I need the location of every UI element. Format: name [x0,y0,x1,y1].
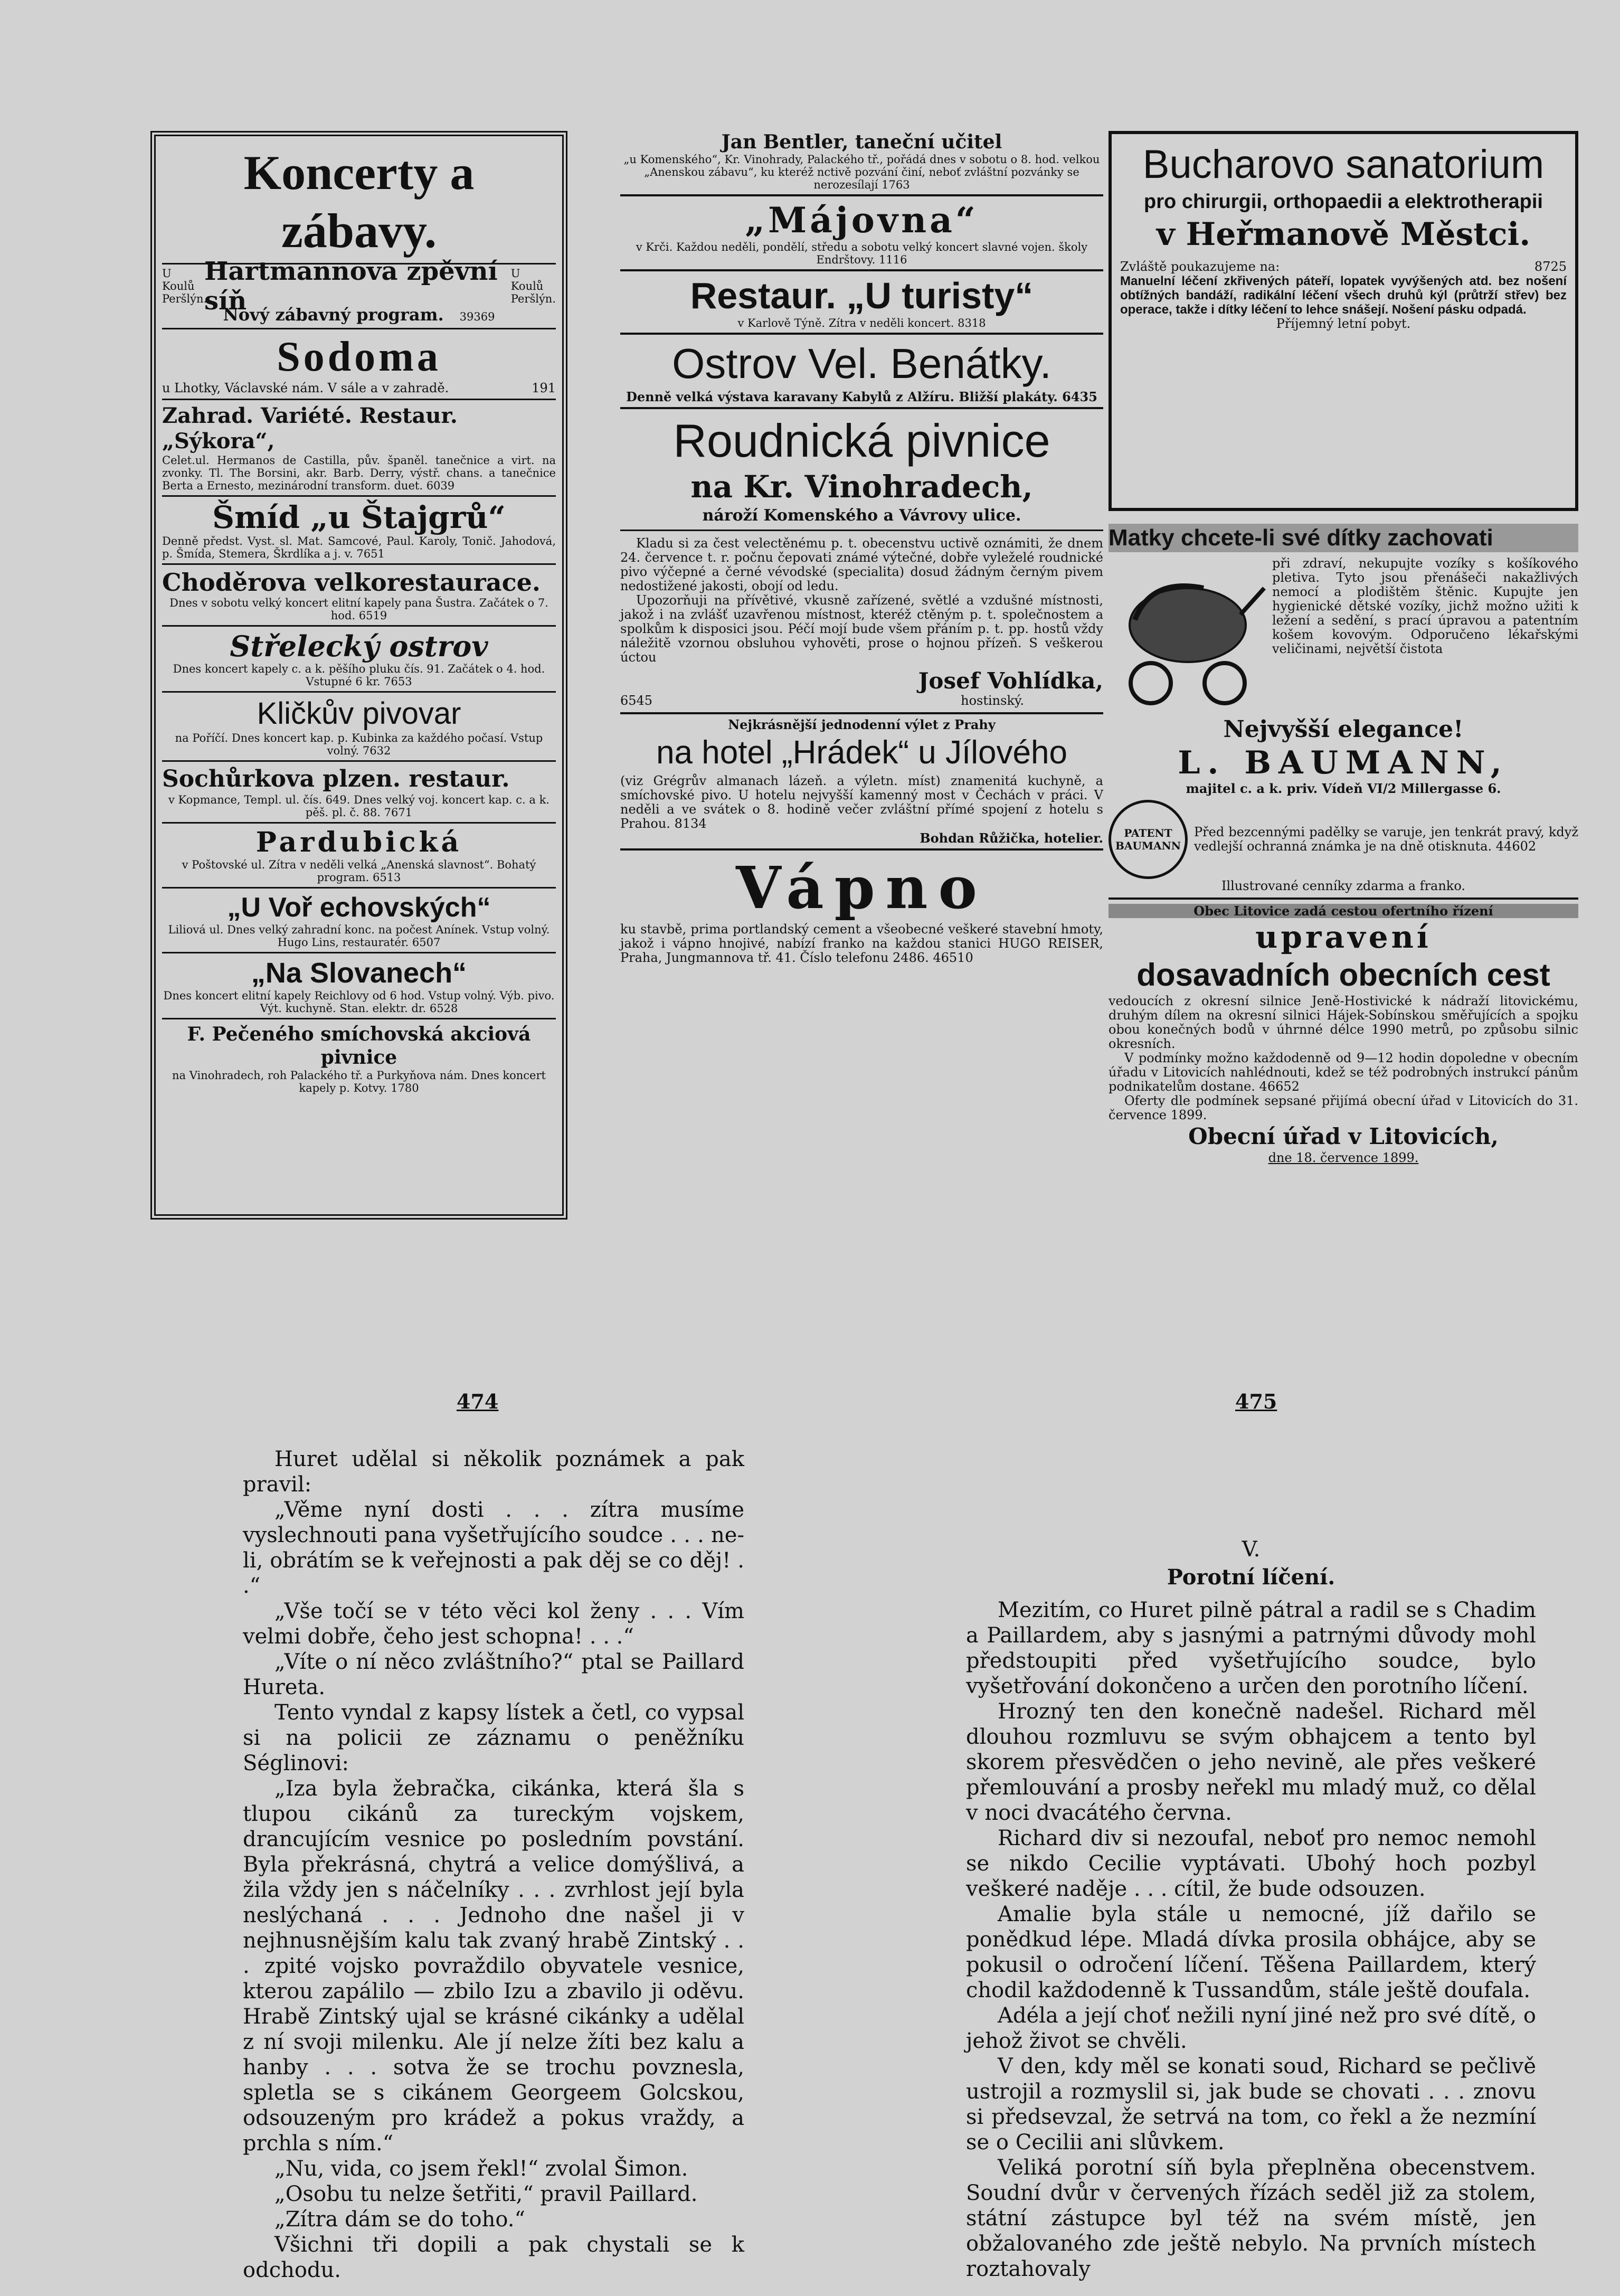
baumann-cenniky: Illustrované cenníky zdarma a franko. [1221,878,1466,893]
chapter-number: V. [1242,1537,1261,1562]
buchar-line1: Zvláště poukazujeme na: [1120,259,1280,274]
bentler-text: „u Komenského“, Kr. Vinohrady, Palackého tř., pořádá dnes v sobotu o 8. hod. velkou „Anenskou zábavu“, ku kteréž nctivě pozvání činí, neboť zvláštní pozvánky se nerozesílají [623,153,1100,191]
story-paragraph: Hrozný ten den konečně nadešel. Richard měl dlouhou rozmluvu se svým obhajcem a tento byl skorem přesvědčen o jeho nevině, ale přes veškeré přemlouvání a prosby neřekl mu mladý muž, co dělal v noci dvacátého června. [966,1699,1536,1825]
story-paragraph: Adéla a její choť nežili nyní jiné než pro své dítě, o jehož život se chvěli. [966,2004,1536,2053]
hradek-code: 8134 [674,816,707,831]
hartmann-name: Hartmannova zpěvní síň [204,257,498,316]
litovice-ad [1109,900,1578,1169]
choder-code: 6519 [358,609,387,622]
roudnicka-sign: Josef Vohlídka, [918,668,1103,694]
buchar-ad [1109,131,1578,511]
middle-ad-column [620,131,1103,1229]
benatky-ad [620,335,1103,409]
left-story-column [243,1447,744,2282]
sochurek-name: Sochůrkova plzen. restaur. [162,766,510,792]
pecene-name: F. Pečeného smíchovská akciová pivnice [187,1023,531,1069]
strelecky-name: Střelecký ostrov [230,629,488,663]
story-paragraph: Richard div si nezoufal, neboť pro nemoc nemohl se nikdo Cecilie vyptávati. Ubohý hoch pozbyl veškeré naděje . . . cítil, že bude odsouzen. [966,1826,1536,1901]
litovice-date: dne 18. července 1899. [1268,1150,1419,1165]
vapno-code: 46510 [933,950,973,965]
majovna-text: v Krči. Každou neděli, pondělí, středu a sobotu velký koncert slavné vojen. školy Endrštovy. [636,241,1088,266]
pardubicka-text: v Poštovské ul. Zítra v neděli velká „Anenská slavnost“. Bohatý program. [182,858,536,884]
hradek-ad [620,714,1103,851]
vapno-text: ku stavbě, prima portlandský cement a všeobecné veškeré stavební hmoty, jakož i vápno hnojivé, nabízí franko na každou stanici HUGO REISER, Praha, Jungmannova tř. 41. Číslo telefonu 2486. [620,922,1103,965]
concerts-ad-column [150,131,567,1220]
choder-ad [162,568,556,622]
vorechovsky-ad [162,892,556,949]
litovice-text: vedoucích z okresní silnice Jeně-Hostivické k nádraží litovickému, druhým dílem na okresní silnici Hájek-Sobínskou směřujících a spojku obou konečných bodů v úhrnné délce 1990 metrů, po způsobu silnic okresních. [1109,994,1578,1051]
benatky-text: Denně velká výstava karavany Kabylů z Alžíru. Bližší plakáty. [626,389,1058,404]
concerts-header: Koncerty a zábavy. [243,146,475,258]
smid-code: 7651 [356,547,385,560]
chapter-title: Porotní líčení. [1167,1565,1335,1590]
strelecky-text: Dnes koncert kapely c. a k. pěšího pluku čís. 91. Začátek o 4. hod. Vstupné 6 kr. [173,663,545,688]
pecene-text: na Vinohradech, roh Palackého tř. a Purkyňova nám. Dnes koncert kapely p. Kotvy. [172,1069,546,1094]
sochurek-ad [162,765,556,819]
slovanech-name: „Na Slovanech“ [251,957,467,989]
baumann-ad [1109,519,1578,900]
hradek-text: (viz Grégrův almanach lázeň. a výletn. míst) znamenitá kuchyně, a smíchovské pivo. U hotelu nejvyšší kamenný most v Čechách v práci. V neděli a ve svátek o 8. hodině večer zvláštní přímé spojení z hotelu s Prahou. [620,773,1103,831]
klicka-text: na Poříčí. Dnes koncert kap. p. Kubinka za každého počasí. Vstup volný. [175,732,543,757]
smid-text: Denně předst. Vyst. sl. Mat. Samcové, Paul. Karoly, Tonič. Jahodová, p. Šmída, Stemera, Škrdlíka a j. v. [162,535,556,560]
sodoma-text: u Lhotky, Václavské nám. V sále a v zahradě. [162,381,449,395]
story-paragraph: „Zítra dám se do toho.“ [274,2207,525,2232]
turisty-text: v Karlově Týně. Zítra v neděli koncert. [737,317,954,329]
strelecky-ad [162,630,556,688]
baumann-stamp: PATENT BAUMANN [1109,800,1188,879]
benatky-code: 6435 [1062,389,1097,404]
baumann-text: při zdraví, nekupujte vozíky s košíkového pletiva. Tyto jsou přenášeči nakažlivých nemocí a plodištěm štěnic. Kupujte jen hygienické dětské vozíky, jichž možno užiti k ležení a sedění, s prací úpravou a patentním košem kovovým. Odporučeno lékařskými veličinami, největší čistota [1272,556,1578,656]
roudnicka-sign-title: hostinský. [961,693,1024,708]
strelecky-code: 7653 [384,675,412,688]
turisty-code: 8318 [958,317,986,329]
pardubicka-name: Pardubická [255,826,462,858]
litovice-title2: dosavadních obecních cest [1136,957,1550,993]
pecene-code: 1780 [391,1082,419,1094]
roudnicka-code: 6545 [620,693,653,708]
pardubicka-ad [162,827,556,884]
buchar-end: Příjemný letní pobyt. [1276,316,1411,331]
story-paragraph: Huret udělal si několik poznámek a pak pravil: [243,1447,744,1497]
baumann-name: L. BAUMANN, [1178,744,1509,781]
sodoma-ad [162,333,556,395]
turisty-ad [620,271,1103,335]
story-paragraph: „Nu, vida, co jsem řekl!“ zvolal Šimon. [274,2157,688,2181]
pardubicka-code: 6513 [372,871,401,884]
litovice-text2: V podmínky možno každodenně od 9—12 hodin dopoledne v obecním úřadu v Litovicích nahlédnouti, kdež se též podrobných instrukcí pánům podnikatelům dostane. [1109,1051,1578,1094]
slovanech-code: 6528 [429,1002,458,1015]
zahrad-code: 6039 [426,479,455,492]
zahrad-name: Zahrad. Variété. Restaur. „Sýkora“, [162,403,458,453]
hradek-owner: Bohdan Růžička, hotelier. [920,830,1103,846]
majovna-name: „Májovna“ [745,200,979,241]
roudnicka-p2: Upozorňuji na přívětivé, vkusně zařízené, světlé a vzdušné místnosti, jakož i na zvlášť uzavřenou místnost, kteréž ctěným p. t. společnostem a spolkům k disposici jsou. Péčí mojí bude všem přáním p. t. pp. hostů vždy náležitě vzornou obsluhou vyhověti, prose o hojnou přízeň. S veškerou úctou [620,593,1103,665]
bentler-code: 1763 [882,178,910,191]
roudnicka-ad [620,409,1103,714]
story-paragraph: „Iza byla žebračka, cikánka, která šla s tlupou cikánů za tureckým vojskem, drancujícím vesnice po posledním povstání. Byla překrásná, chytrá a velice domýšlivá, a žila vždy jen s náčelníky . . . zvrhlost její byla neslýchaná . . . Jednoho dne našel ji v nejhnusnějším kalu tak zvaný hrabě Zintský . . . zpité vojsko povraždilo obyvatele vesnice, kterou zapálilo — zbilo Izu a zbavilo ji oděvu. Hrabě Zintský ujal se krásné cikánky a udělal z ní svoji milenku. Ale jí nelze žíti bez kalu a hanby . . . sotva že se trochu povznesla, spletla se s cikánem Georgeem Golcskou, odsouzeným pro krádež a pokus vraždy, a prchla s ním.“ [243,1777,744,2156]
baumann-warn: Před bezcennými padělky se varuje, jen tenkrát pravý, když vedlejší ochranná známka je na dně otisknuta. [1194,825,1578,854]
story-paragraph: V den, kdy měl se konati soud, Richard se pečlivě ustrojil a rozmyslil si, jak bude se chovati . . . znovu si předsevzal, že setrvá na tom, co řekl a že nezmíní se o Cecilii ani slůvkem. [966,2054,1536,2155]
buchar-code: 8725 [1534,259,1567,274]
story-paragraph: Mezitím, co Huret pilně pátral a radil se s Chadim a Paillardem, aby s jasnými a patrnými důvody mohl předstoupiti před vyšetřujícího soudce, bylo vyšetřování dokončeno a určen den porotního líčení. [966,1598,1536,1698]
turisty-name: Restaur. „U turisty“ [690,275,1034,316]
litovice-sign: Obecní úřad v Litovicích, [1188,1123,1499,1149]
buchar-title: Bucharovo sanatorium [1142,142,1545,187]
litovice-code: 46652 [1259,1079,1300,1094]
zahrad-ad [162,403,556,492]
vapno-name: Vápno [736,854,988,922]
story-paragraph: „Osobu tu nelze šetřiti,“ pravil Paillard. [274,2182,698,2206]
choder-name: Choděrova velkorestaurace. [162,568,541,597]
benatky-name: Ostrov Vel. Benátky. [672,340,1051,387]
left-page-number: 474 [457,1390,499,1413]
klicka-ad [162,696,556,757]
sochurek-text: v Kopmance, Templ. ul. čís. 649. Dnes velký voj. koncert kap. c. a k. pěš. pl. č. 88. [168,793,550,819]
story-paragraph: Veliká porotní síň byla přeplněna obecenstvem. Soudní dvůr v červených řízách seděl již za stolem, státní zástupce byl též na svém místě, jen obžalovaného zde ještě nebylo. Na prvních místech roztahovaly [966,2156,1536,2281]
buchar-text: Manuelní léčení zkřivených páteří, lopatek vyvýšených atd. bez nošení obtížných bandáží, radikální léčení všech druhů kýl (průtrží střev) bez operace, takže i dítky léčení to lehce snášejí. Nošení pásku odpadá. [1120,274,1567,317]
majovna-code: 1116 [879,253,907,266]
smid-ad [162,500,556,560]
hradek-top: Nejkrásnější jednodenní výlet z Prahy [728,717,996,732]
litovice-title1: upravení [1255,919,1432,955]
sodoma-code: 191 [532,381,556,395]
roudnicka-title1: Roudnická pivnice [673,414,1050,467]
vapno-ad [620,851,1103,968]
majovna-ad [620,196,1103,271]
slovanech-text: Dnes koncert elitní kapely Reichlovy od 6 hod. Vstup volný. Výb. pivo. Výt. kuchyně. Stan. elektr. dr. [163,989,555,1015]
bentler-ad [620,131,1103,196]
roudnicka-p1: Kladu si za čest velectěnému p. t. obecenstvu uctivě oznámiti, že dnem 24. července t. r. počnu čepovati známé výtečné, dobře vyleželé roudnické pivo výčepné a černé vévodské (specialita) dosud žádným černým pivem nedostižené jakosti, obojí od ledu. [620,536,1103,593]
hartmann-code: 39369 [459,310,495,323]
smid-name: Šmíd „u Štajgrů“ [212,499,506,535]
story-paragraph: „Víte o ní něco zvláštního?“ ptal se Paillard Hureta. [243,1650,744,1699]
story-paragraph: „Věme nyní dosti . . . zítra musíme vyslechnouti pana vyšetřujícího soudce . . . ne-li, obrátím se k veřejnosti a pak děj se co děj! . .“ [243,1498,744,1598]
baby-carriage-illustration [1109,556,1267,715]
vorechovsky-name: „U Voř echovských“ [227,892,491,923]
story-paragraph: Všichni tři dopili a pak chystali se k odchodu. [243,2233,744,2282]
hartmann-side-left: U Koulů Peršlýn. [162,267,207,305]
right-story-column [966,1536,1536,2281]
baumann-elegance: Nejvyšší elegance! [1223,716,1464,743]
story-paragraph: „Vše točí se v této věci kol ženy . . . Vím velmi dobře, čeho jest schopna! . . .“ [243,1599,744,1649]
buchar-sub2: v Heřmanově Městci. [1156,216,1531,253]
story-paragraph: Tento vyndal z kapsy lístek a četl, co vypsal si na policii ze záznamu o peněžníku Séglinovi: [243,1700,744,1775]
right-ad-column [1109,131,1578,1229]
sodoma-name: Sodoma [277,334,441,380]
baumann-owner: majitel c. a k. priv. Vídeň VI/2 Millergasse 6. [1186,781,1501,796]
sochurek-code: 7671 [384,806,413,819]
klicka-code: 7632 [362,744,391,757]
litovice-top: Obec Litovice zadá cestou ofertního řízení [1109,904,1578,918]
hartmann-program: Nový zábavný program. [223,305,444,325]
roudnicka-title2: na Kr. Vinohradech, [690,469,1033,505]
hartmann-side-right: U Koulů Peršlýn. [510,267,556,305]
roudnicka-sub: nároží Komenského a Vávrovy ulice. [620,505,1103,531]
baumann-title: Matky chcete-li své dítky zachovati [1109,524,1578,552]
baumann-code: 44602 [1495,839,1537,854]
right-page-number: 475 [1235,1390,1277,1413]
buchar-sub1: pro chirurgii, orthopaedii a elektrotherapii [1144,191,1543,213]
bentler-name: Jan Bentler, taneční učitel [721,131,1002,153]
litovice-text3: Oferty dle podmínek sepsané přijímá obecní úřad v Litovicích do 31. července 1899. [1109,1093,1578,1122]
klicka-name: Kličkův pivovar [257,696,461,731]
vorechovsky-text: Liliová ul. Dnes velký zahradní konc. na počest Anínek. Vstup volný. Hugo Lins, restauratér. [168,923,550,949]
pecene-ad [162,1023,556,1094]
zahrad-text: Celet.ul. Hermanos de Castilla, pův. španěl. tanečnice a virt. na zvonky. Tl. The Borsini, akr. Barb. Derry, výstř. chans. a tanečnice Berta a Ernesto, mezinárodní transform. duet. [162,454,556,492]
story-paragraph: Amalie byla stále u nemocné, jíž dařilo se ponědkud lépe. Mladá dívka prosila obhájce, aby se pokusil o odročení líčení. Těšena Paillardem, který chodil každodenně k Tussandům, stále ještě doufala. [966,1902,1536,2002]
choder-text: Dnes v sobotu velký koncert elitní kapely pana Šustra. Začátek o 7. hod. [169,597,548,622]
vorechovsky-code: 6507 [412,936,441,949]
hradek-title: na hotel „Hrádek“ u Jílového [656,734,1067,771]
slovanech-ad [162,957,556,1015]
